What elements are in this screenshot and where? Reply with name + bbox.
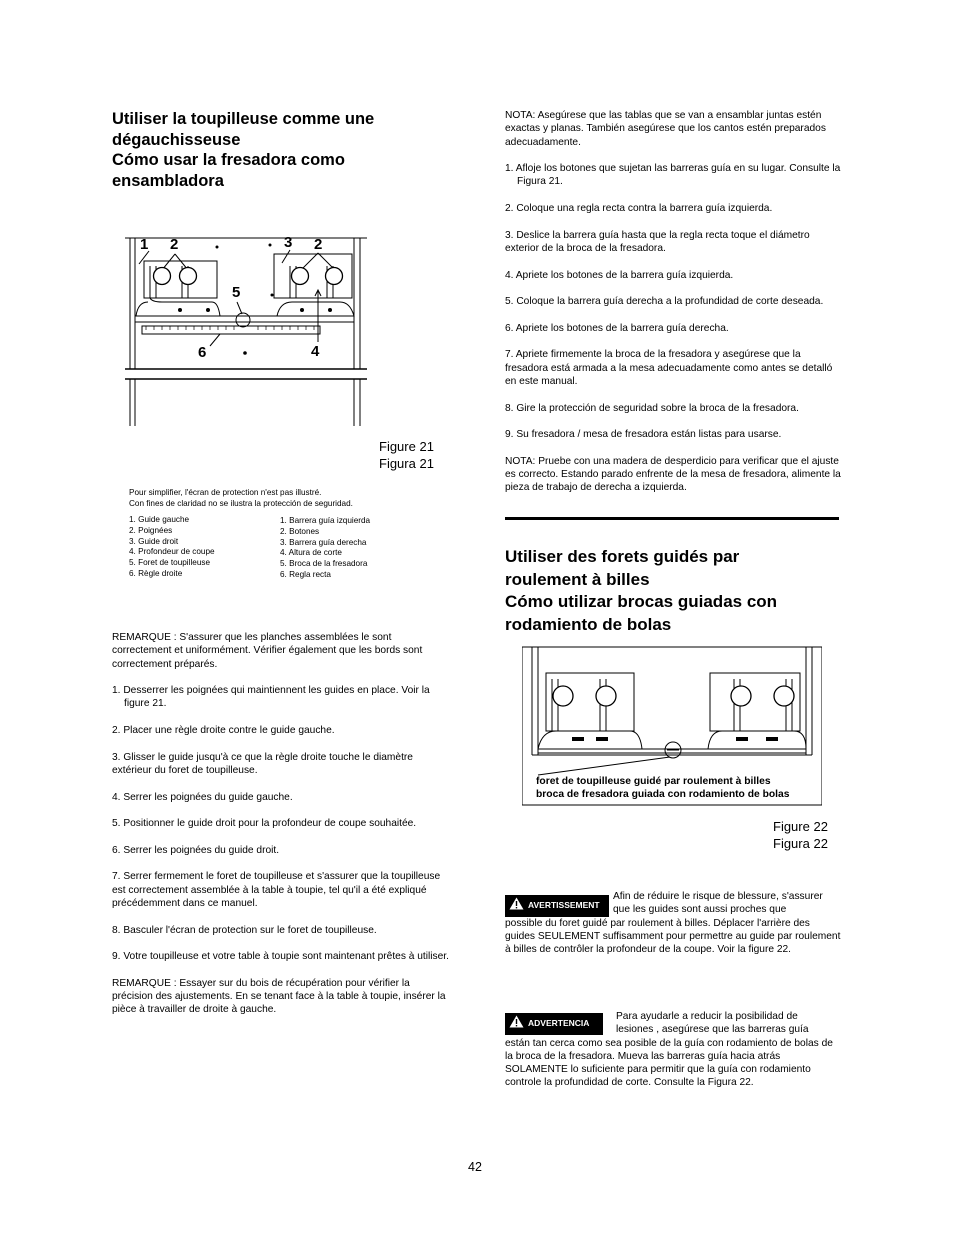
title-es-line-2: ensambladora — [112, 171, 224, 190]
figure-21-illustration — [122, 236, 372, 430]
paragraph: 9. Votre toupilleuse et votre table à toupie sont maintenant prêtes à utiliser. — [112, 951, 449, 963]
paragraph: 8. Basculer l'écran de protection sur le foret de toupilleuse. — [112, 924, 377, 936]
figure-22-caption — [773, 818, 828, 852]
figure-22-label — [536, 776, 826, 801]
warning-line-1: Para ayudarle a reducir la posibilidad de — [616, 1011, 798, 1022]
figure-22 — [522, 645, 822, 810]
warning-badge-label: AVERTISSEMENT — [528, 900, 600, 911]
figure-21 — [122, 236, 372, 430]
title-fr-line-1: Utiliser la toupilleuse comme une — [112, 110, 375, 128]
paragraph: 7. Serrer fermement le foret de toupilleuse et s'assurer que la toupilleuse est correctement assemblée à la table à toupie, tel qu'il a été expliqué précédemment dans ce manuel. — [112, 871, 441, 909]
figure-21-caption — [379, 438, 434, 472]
caption-fr: Figure 21 — [379, 439, 434, 454]
figure-21-callout: 2 — [170, 236, 179, 253]
page-number: 42 — [468, 1160, 482, 1174]
paragraph: 9. Su fresadora / mesa de fresadora están listas para usarse. — [505, 429, 782, 441]
title-fr-line-2: dégauchisseuse — [112, 130, 241, 149]
figure-21-note — [129, 488, 449, 510]
legend-es — [280, 516, 440, 581]
right-instructions — [505, 109, 841, 508]
legend-item: 3. Guide droit — [129, 536, 179, 546]
paragraph: 3. Glisser le guide jusqu'à ce que la règle droite touche le diamètre extérieur du foret de toupilleuse. — [112, 751, 413, 776]
figure-21-callout: 5 — [232, 284, 241, 301]
legend-item: 6. Règle droite — [129, 568, 183, 578]
legend-item: 1. Guide gauche — [129, 515, 190, 524]
note-es: Con fines de claridad no se ilustra la protección de seguridad. — [129, 498, 353, 508]
warning-triangle-icon — [509, 897, 524, 914]
paragraph: NOTA: Asegúrese que las tablas que se van a ensamblar juntas estén exactas y planas. También asegúrese que los cantos estén preparados adecuadamente. — [505, 110, 826, 148]
paragraph: 7. Apriete firmemente la broca de la fresadora y asegúrese que la fresadora está armada a la mesa adecuadamente como antes se detalló en este manual. — [505, 349, 833, 387]
figure-21-callout: 6 — [198, 344, 207, 361]
figure-21-callout: 1 — [140, 236, 149, 253]
warning-rest: están tan cerca como sea posible de la guía con rodamiento de bolas de la broca de la fresadora. Mueva las barreras guía hacia atrás SOLAMENTE lo suficiente para permitir que la guía con rodamiento controle la profundidad de corte. Consulte la Figura 22. — [505, 1037, 833, 1089]
left-instructions — [112, 631, 452, 1030]
paragraph: 3. Deslice la barrera guía hasta que la regla recta toque el diámetro exterior de la broca de la fresadora. — [505, 229, 810, 254]
paragraph: 1. Afloje los botones que sujetan las barreras guía en su lugar. Consulte la Figura 21. — [505, 163, 841, 188]
title-es-line-2: rodamiento de bolas — [505, 614, 672, 634]
legend-fr — [129, 515, 274, 580]
paragraph: 4. Serrer les poignées du guide gauche. — [112, 791, 293, 803]
warning-line-2: que les guides sont aussi proches que — [613, 904, 787, 916]
paragraph: 2. Coloque una regla recta contra la barrera guía izquierda. — [505, 203, 773, 215]
figure-21-callout: 2 — [314, 236, 323, 253]
legend-item: 5. Broca de la fresadora — [280, 559, 368, 569]
warning-es — [505, 1010, 841, 1090]
section-title-right — [505, 546, 845, 636]
paragraph: 6. Apriete los botones de la barrera guía derecha. — [505, 322, 729, 334]
note-fr: Pour simplifier, l'écran de protection n'est pas illustré. — [129, 488, 322, 497]
paragraph: 2. Placer une règle droite contre le guide gauche. — [112, 725, 335, 737]
legend-item: 1. Barrera guía izquierda — [280, 516, 371, 525]
legend-item: 5. Foret de toupilleuse — [129, 558, 211, 568]
paragraph: 6. Serrer les poignées du guide droit. — [112, 844, 280, 856]
legend-item: 6. Regla recta — [280, 569, 331, 579]
caption-fr: Figure 22 — [773, 819, 828, 834]
paragraph: 1. Desserrer les poignées qui maintiennent les guides en place. Voir la figure 21. — [112, 685, 430, 710]
warning-badge — [505, 895, 609, 917]
paragraph: REMARQUE : S'assurer que les planches assemblées le sont correctement et uniformément. Vérifier également que les bords sont correctement préparés. — [112, 632, 423, 670]
warning-rest: possible du foret guidé par roulement à billes. Déplacer l'arrière des guides SEULEMENT suffisamment pour permettre au guide par roulement à billes de contrôler la profondeur de la coupe. Voir la figure 22. — [505, 917, 841, 956]
paragraph: REMARQUE : Essayer sur du bois de récupération pour vérifier la précision des ajustements. En se tenant face à la table à toupie, insérer la pièce à travailler de droite à gauche. — [112, 977, 446, 1016]
legend-item: 2. Poignées — [129, 525, 173, 535]
label-fr: foret de toupilleuse guidé par roulement à billes — [536, 776, 771, 787]
legend-item: 3. Barrera guía derecha — [280, 537, 367, 547]
figure-21-callout: 4 — [311, 343, 320, 360]
paragraph: NOTA: Pruebe con una madera de desperdicio para verificar que el ajuste es correcto. Estando parado enfrente de la mesa de fresadora, alimente la pieza de trabajo de derecha a izquierda. — [505, 455, 841, 494]
warning-line-2: lesiones , asegúrese que las barreras guía — [616, 1024, 809, 1036]
paragraph: 8. Gire la protección de seguridad sobre la broca de la fresadora. — [505, 402, 799, 414]
legend-item: 2. Botones — [280, 526, 320, 536]
title-es-line-1: Cómo utilizar brocas guiadas con — [505, 592, 778, 611]
legend-item: 4. Profondeur de coupe — [129, 547, 215, 557]
warning-line-1: Afin de réduire le risque de blessure, s'assurer — [613, 891, 823, 902]
legend-item: 4. Altura de corte — [280, 548, 342, 558]
title-fr-line-1: Utiliser des forets guidés par — [505, 547, 740, 566]
label-es: broca de fresadora guiada con rodamiento de bolas — [536, 788, 790, 800]
caption-es: Figura 21 — [379, 456, 434, 471]
title-fr-line-2: roulement à billes — [505, 569, 650, 589]
paragraph: 5. Coloque la barrera guía derecha a la profundidad de corte deseada. — [505, 296, 824, 308]
warning-badge-label: ADVERTENCIA — [528, 1018, 590, 1029]
figure-21-callout: 3 — [284, 234, 293, 251]
paragraph: 5. Positionner le guide droit pour la profondeur de coupe souhaitée. — [112, 818, 417, 830]
section-title-left — [112, 109, 472, 191]
title-es-line-1: Cómo usar la fresadora como — [112, 151, 345, 169]
section-divider — [505, 517, 839, 520]
caption-es: Figura 22 — [773, 836, 828, 851]
warning-badge — [505, 1013, 603, 1035]
warning-triangle-icon — [509, 1015, 524, 1032]
warning-fr — [505, 890, 841, 956]
paragraph: 4. Apriete los botones de la barrera guía izquierda. — [505, 269, 734, 281]
